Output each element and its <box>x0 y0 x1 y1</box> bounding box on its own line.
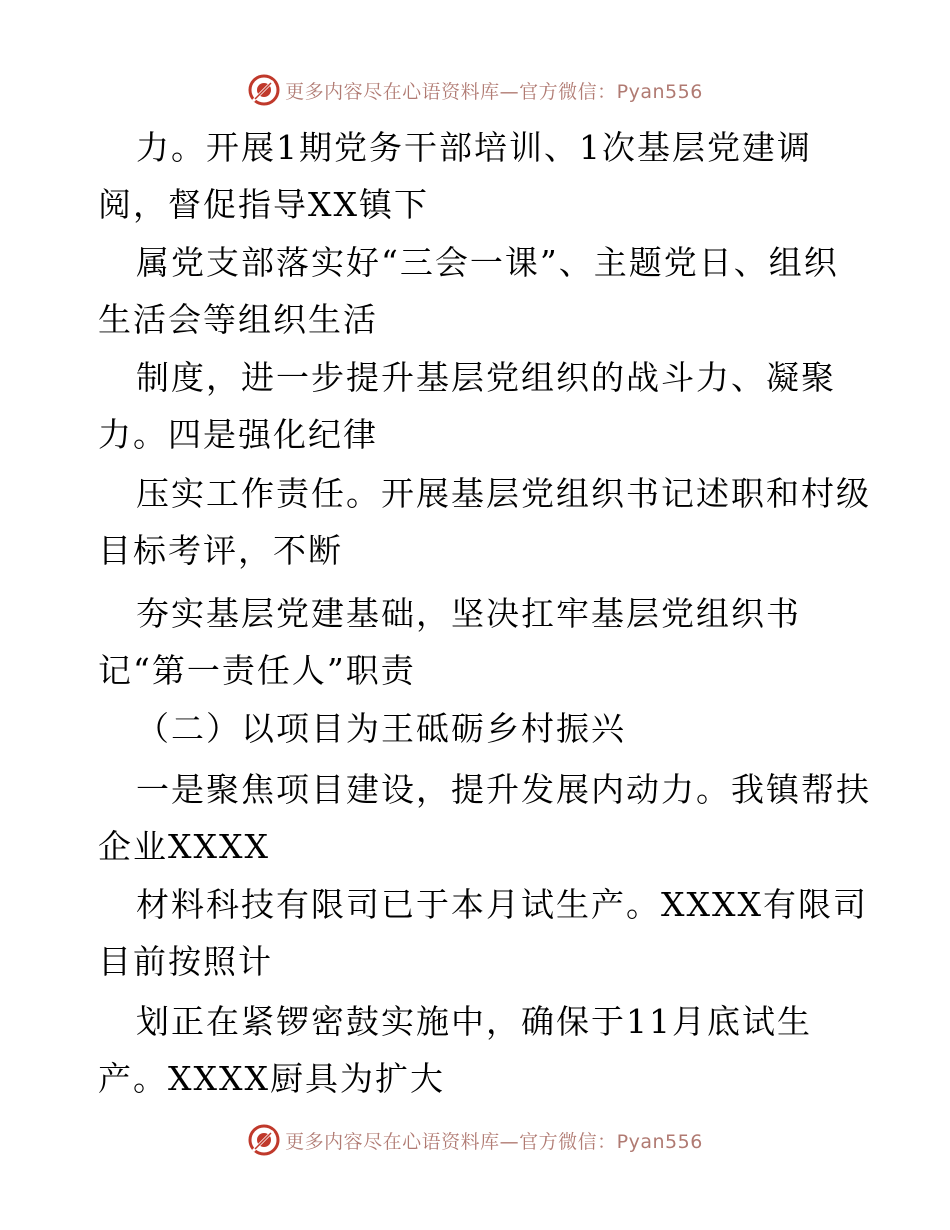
footer-watermark <box>0 1120 950 1160</box>
section-heading: （二）以项目为王砥砺乡村振兴 <box>136 709 626 748</box>
watermark-text: 更多内容尽在心语资料库—官方微信：Pyan556 <box>285 1130 703 1153</box>
body-line: 一是聚焦项目建设，提升发展内动力。我镇帮扶 <box>136 770 871 809</box>
body-line: 阅，督促指导XX镇下 <box>98 185 429 224</box>
body-line: 属党支部落实好“三会一课”、主题党日、组织 <box>136 243 839 282</box>
body-line: 企业XXXX <box>98 827 270 866</box>
body-line: 生活会等组织生活 <box>98 300 378 339</box>
watermark-logo-icon <box>247 1123 281 1157</box>
body-line: 夯实基层党建基础，坚决扛牢基层党组织书 <box>136 594 801 633</box>
body-line: 目标考评，不断 <box>98 531 343 570</box>
body-line: 材料科技有限司已于本月试生产。XXXX有限司 <box>136 885 868 924</box>
body-line: 压实工作责任。开展基层党组织书记述职和村级 <box>136 474 871 513</box>
watermark-text: 更多内容尽在心语资料库—官方微信：Pyan556 <box>285 80 703 103</box>
body-line: 力。开展1期党务干部培训、1次基层党建调 <box>136 128 812 167</box>
body-line: 记“第一责任人”职责 <box>98 651 416 690</box>
body-line: 产。XXXX厨具为扩大 <box>98 1059 445 1098</box>
body-line: 目前按照计 <box>98 942 273 981</box>
body-line: 力。四是强化纪律 <box>98 415 378 454</box>
body-line: 划正在紧锣密鼓实施中，确保于11月底试生 <box>136 1002 812 1041</box>
body-line: 制度，进一步提升基层党组织的战斗力、凝聚 <box>136 358 836 397</box>
